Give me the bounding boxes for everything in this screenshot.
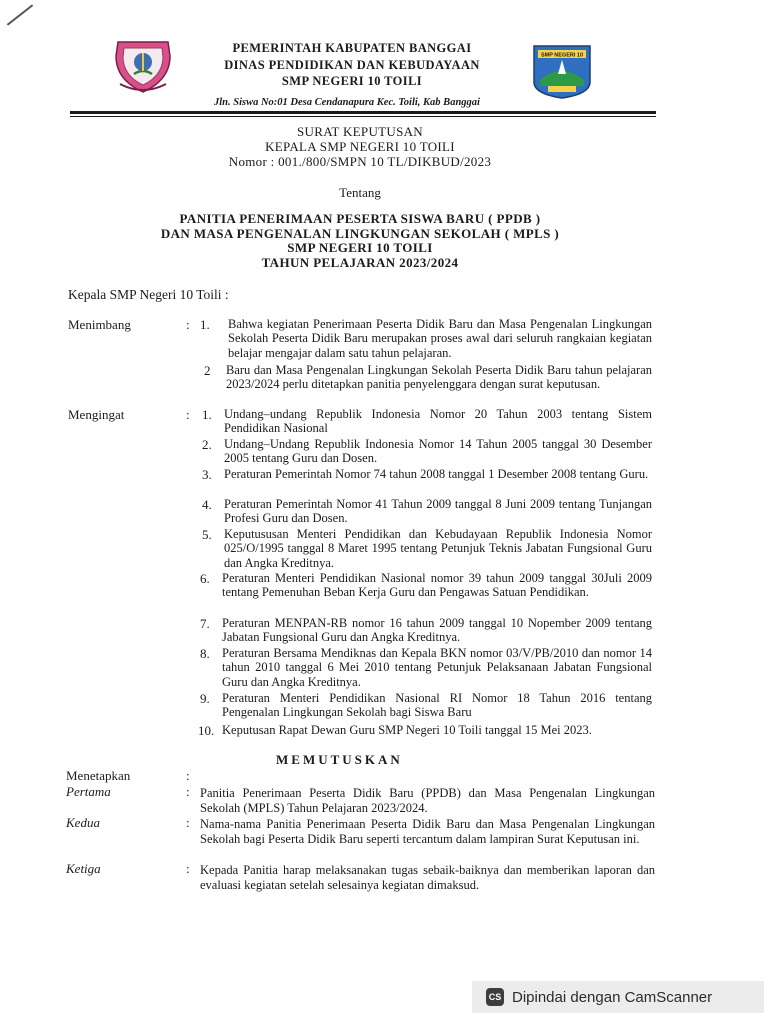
mengingat-item-number: 3. [202, 467, 212, 482]
mengingat-item-text: Peraturan Menteri Pendidikan Nasional nomor 39 tahun 2009 tanggal 30Juli 2009 tentang Pemenuhan Beban Kerja Guru dan Pengawas Satuan Pendidikan. [222, 571, 652, 600]
letterhead-rule-thin [70, 116, 656, 117]
mengingat-item-number: 2. [202, 437, 212, 452]
mengingat-item-number: 1. [202, 407, 212, 422]
subject-line-4: TAHUN PELAJARAN 2023/2024 [261, 254, 459, 270]
mengingat-item-number: 4. [202, 497, 212, 512]
scan-mark [7, 4, 33, 25]
ketiga-colon: : [186, 861, 190, 876]
kedua-label: Kedua [66, 815, 100, 830]
pertama-text: Panitia Penerimaan Peserta Didik Baru (PPDB) dan Masa Pengenalan Lingkungan Sekolah (MPLS) Tahun Pelajaran 2023/2024. [200, 786, 655, 815]
letterhead-school: SMP NEGERI 10 TOILI [281, 74, 423, 88]
mengingat-item-text: Peraturan Menteri Pendidikan Nasional RI Nomor 18 Tahun 2016 tentang Pengenalan Lingkungan Sekolah bagi Siswa Baru [222, 691, 652, 720]
watermark-text: Dipindai dengan CamScanner [512, 988, 713, 1006]
school-logo-text: SMP NEGERI 10 [540, 52, 584, 59]
mengingat-item-text: Undang–undang Republik Indonesia Nomor 20 Tahun 2003 tentang Sistem Pendidikan Nasional [224, 407, 652, 436]
camscanner-icon: CS [486, 988, 504, 1006]
mengingat-item-text: Peraturan Pemerintah Nomor 41 Tahun 2009 tanggal 8 Juni 2009 tentang Tunjangan Profesi Guru dan Dosen. [224, 497, 652, 526]
pertama-label: Pertama [66, 784, 111, 799]
mengingat-item-number: 6. [200, 571, 210, 586]
menetapkan-label: Menetapkan [66, 768, 131, 783]
kedua-text: Nama-nama Panitia Penerimaan Peserta Didik Baru dan Masa Pengenalan Lingkungan Sekolah bagi Peserta Didik Baru seperti tercantum dalam lampiran Surat Keputusan ini. [200, 817, 655, 846]
mengingat-item-number: 10. [198, 723, 215, 738]
mengingat-item-number: 5. [202, 527, 212, 542]
mengingat-item-number: 7. [200, 616, 210, 631]
mengingat-label: Mengingat [68, 407, 125, 422]
subject-line-1: PANITIA PENERIMAAN PESERTA SISWA BARU ( PPDB ) [179, 211, 541, 226]
pertama-colon: : [186, 784, 190, 799]
decree-issuer: KEPALA SMP NEGERI 10 TOILI [265, 139, 455, 154]
mengingat-item-text: Undang–Undang Republik Indonesia Nomor 14 Tahun 2005 tanggal 30 Desember 2005 tentang Guru dan Dosen. [224, 437, 652, 466]
mengingat-item-text: Peraturan Bersama Mendiknas dan Kepala BKN nomor 03/V/PB/2010 dan nomor 14 tahun 2010 tanggal 6 Mei 2010 tentang Petunjuk Pelaksanaan Jabatan Fungsional Guru dan Angka Kreditnya. [222, 646, 652, 689]
mengingat-colon: : [186, 407, 190, 422]
subject-line-3: SMP NEGERI 10 TOILI [287, 240, 433, 255]
mengingat-item-number: 9. [200, 691, 210, 706]
menimbang-label: Menimbang [68, 317, 131, 332]
menimbang-colon: : [186, 317, 190, 332]
opening-line: Kepala SMP Negeri 10 Toili : [68, 287, 229, 302]
mengingat-item-number: 8. [200, 646, 210, 661]
mengingat-item-text: Peraturan Pemerintah Nomor 74 tahun 2008 tanggal 1 Desember 2008 tentang Guru. [224, 467, 649, 481]
decree-number: Nomor : 001./800/SMPN 10 TL/DIKBUD/2023 [228, 154, 492, 169]
menimbang-item-number: 1. [200, 317, 210, 332]
menetapkan-colon: : [186, 768, 190, 783]
tentang-label: Tentang [339, 185, 381, 200]
decree-subject [120, 212, 600, 270]
letterhead-address: Jln. Siswa No:01 Desa Cendanapura Kec. Toili, Kab Banggai [214, 97, 480, 108]
mengingat-item-text: Keputusan Rapat Dewan Guru SMP Negeri 10 Toili tanggal 15 Mei 2023. [222, 723, 592, 737]
mengingat-item-text: Keputususan Menteri Pendidikan dan Kebudayaan Republik Indonesia Nomor 025/O/1995 tanggal 8 Maret 1995 tentang Petunjuk Teknis Jabatan Fungsional Guru dan Angka Kreditnya. [224, 527, 652, 570]
ketiga-text: Kepada Panitia harap melaksanakan tugas sebaik-baiknya dan memberikan laporan dan evaluasi kegiatan setelah selesainya kegiatan dimaksud. [200, 863, 655, 892]
banggai-crest-icon [112, 38, 174, 94]
letterhead-government: PEMERINTAH KABUPATEN BANGGAI [232, 41, 472, 55]
letterhead-department: DINAS PENDIDIKAN DAN KEBUDAYAAN [224, 57, 480, 72]
school-logo-icon [530, 42, 594, 100]
decree-title [150, 124, 570, 169]
letterhead-rule-thick [70, 111, 656, 114]
letterhead [180, 40, 524, 90]
ketiga-label: Ketiga [66, 861, 101, 876]
memutuskan-heading: MEMUTUSKAN [276, 752, 403, 767]
mengingat-item-text: Peraturan MENPAN-RB nomor 16 tahun 2009 tanggal 10 Nopember 2009 tentang Jabatan Fungsional Guru dan Angka Kreditnya. [222, 616, 652, 645]
menimbang-item-text: Bahwa kegiatan Penerimaan Peserta Didik Baru dan Masa Pengenalan Lingkungan Sekolah Peserta Didik Baru merupakan proses awal dari seluruh rangkaian kegiatan belajar mengajar dalam satu tahun pelajaran. [228, 317, 652, 360]
subject-line-2: DAN MASA PENGENALAN LINGKUNGAN SEKOLAH ( MPLS ) [160, 225, 560, 241]
menimbang-item-text: Baru dan Masa Pengenalan Lingkungan Sekolah Peserta Didik Baru tahun pelajaran 2023/2024 perlu ditetapkan panitia penyelenggara dengan surat keputusan. [226, 363, 652, 392]
menimbang-item-number: 2 [204, 363, 211, 378]
camscanner-watermark [472, 981, 764, 1013]
kedua-colon: : [186, 815, 190, 830]
decree-type: SURAT KEPUTUSAN [297, 124, 423, 139]
